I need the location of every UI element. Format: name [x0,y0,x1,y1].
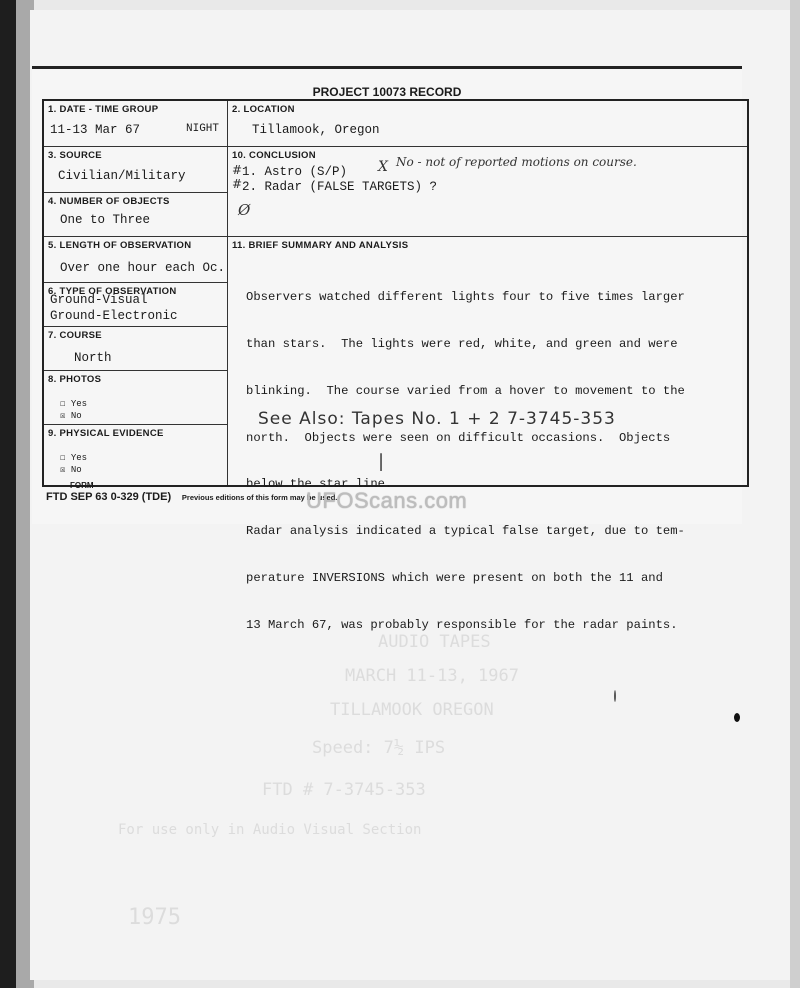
number-label: 4. NUMBER OF OBJECTS [48,196,170,207]
date-label: 1. DATE - TIME GROUP [48,104,159,115]
conclusion-mark-1: # [232,163,243,177]
course-label: 7. COURSE [48,330,102,341]
course-cell [44,327,228,371]
conclusion-checkmark: X [378,159,388,175]
location-cell [228,101,747,147]
date-extra: NIGHT [186,123,220,135]
location-value: Tillamook, Oregon [252,123,380,137]
length-label: 5. LENGTH OF OBSERVATION [48,240,192,251]
conclusion-label: 10. CONCLUSION [232,150,316,161]
summary-line: than stars. The lights were red, white, and green and were [246,336,678,351]
summary-label: 11. BRIEF SUMMARY AND ANALYSIS [232,240,409,251]
scan-border-left [0,0,16,988]
conclusion-cell [228,147,747,237]
watermark: UFOScans.com [306,488,468,513]
summary-text [246,259,716,664]
ghost-line: FTD # 7-3745-353 [262,780,426,800]
form-title: PROJECT 10073 RECORD [312,85,462,99]
number-cell [44,193,228,237]
scan-speck [734,713,740,722]
conclusion-handwritten-note: No - not of reported motions on course. [396,155,637,169]
source-value: Civilian/Military [58,169,186,183]
course-value: North [74,351,112,365]
ghost-line: AUDIO TAPES [378,632,491,652]
summary-line: perature INVERSIONS which were present on both the 11 and [246,570,663,585]
photos-yes: ☐ Yes [60,399,88,409]
source-label: 3. SOURCE [48,150,102,161]
footer-previous-editions: Previous editions of this form may be used. [181,493,338,502]
number-value: One to Three [60,213,151,227]
type-label: 6. TYPE OF OBSERVATION [48,286,177,297]
summary-line: 13 March 67, was probably responsible for the radar paints. [246,617,678,632]
summary-line: Observers watched different lights four to five times larger [246,290,685,305]
footer-form-label: FORM [70,481,94,490]
photos-cell [44,371,228,425]
date-cell [44,101,228,147]
ghost-line: For use only in Audio Visual Section [118,822,422,838]
summary-line: north. Objects were seen on difficult occasions. Objects [246,430,671,445]
scan-border-right [790,0,800,988]
physical-label: 9. PHYSICAL EVIDENCE [48,428,164,439]
footer-form-number: FTD SEP 63 0-329 (TDE) [46,491,172,503]
record-form [32,66,742,632]
initials-mark: Ø [238,201,251,219]
type-value-1: Ground-Visual [50,293,148,307]
form-footer [46,481,338,503]
see-also-note: See Also: Tapes No. 1 + 2 7-3745-353 [258,409,616,429]
length-value: Over one hour each Oc. [60,261,226,275]
ghost-line: Speed: 7½ IPS [312,738,446,758]
ghost-line: MARCH 11-13, 1967 [345,666,519,686]
conclusion-mark-2: # [232,177,243,191]
source-cell [44,147,228,193]
conclusion-item-2: 2. Radar (FALSE TARGETS) ? [242,180,438,194]
physical-cell [44,425,228,485]
type-value-2: Ground-Electronic [50,309,178,323]
location-label: 2. LOCATION [232,104,295,115]
photos-label: 8. PHOTOS [48,374,102,385]
conclusion-item-1: 1. Astro (S/P) [242,165,348,179]
photos-no: ☒ No [60,411,82,421]
length-cell [44,237,228,283]
summary-line: Radar analysis indicated a typical false target, due to tem- [246,524,685,539]
summary-line: below the star line. [246,477,393,492]
summary-line: blinking. The course varied from a hover to movement to the [246,383,685,398]
physical-no: ☒ No [60,465,82,475]
physical-yes: ☐ Yes [60,453,88,463]
ghost-line: TILLAMOOK OREGON [330,700,494,720]
pen-stroke: | [378,451,385,472]
type-cell [44,283,228,327]
scan-speck [614,690,616,702]
ghost-line: 1975 [128,905,181,930]
date-value: 11-13 Mar 67 [50,123,141,137]
